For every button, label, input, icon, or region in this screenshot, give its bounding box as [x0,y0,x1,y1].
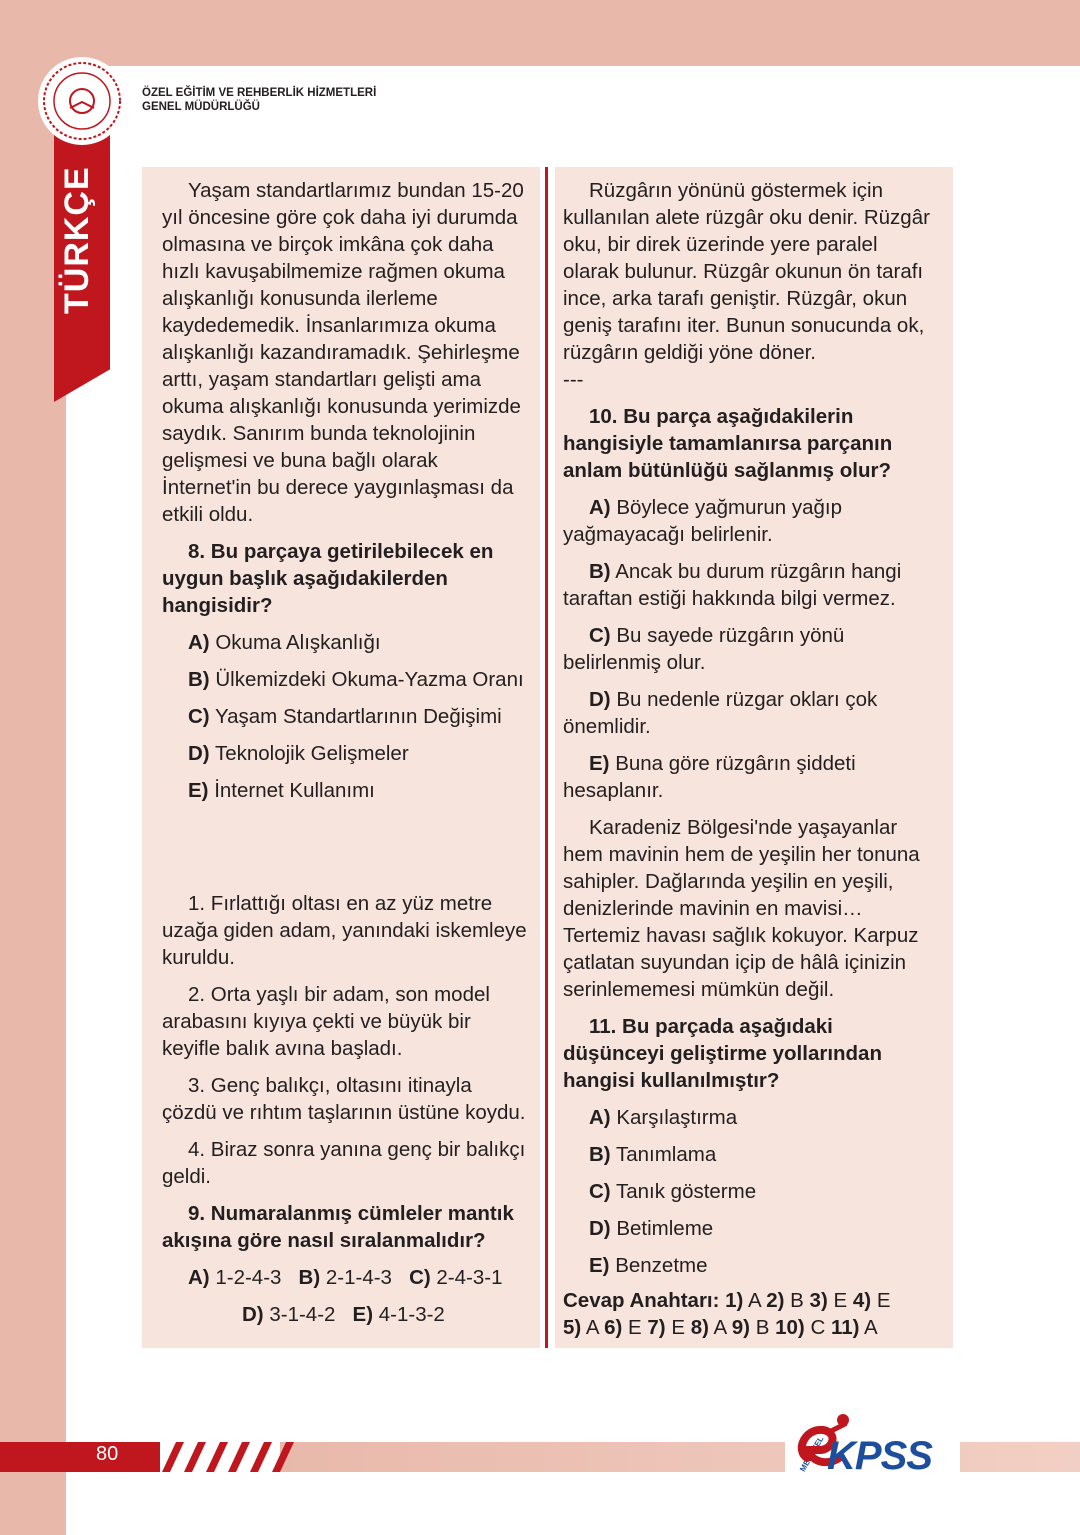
question-10: 10. Bu parça aşağıdakilerin hangisiyle tamamlanırsa parçanın anlam bütünlüğü sağlanmış olur? [563,405,893,482]
q9-options-row1: A) 1-2-4-3 B) 2-1-4-3 C) 2-4-3-1 [188,1266,503,1289]
q8-option-c: C) Yaşam Standartlarının Değişimi [188,705,502,728]
q11-option-e: E) Benzetme [589,1254,708,1277]
answer-key: Cevap Anahtarı: 1) A 2) B 3) E 4) E 5) A 6) E 7) E 8) A 9) B 10) C 11) A [563,1289,891,1339]
q10-option-d: D) Bu nedenle rüzgar okları çok önemlidir. [563,688,878,738]
q10-option-c: C) Bu sayede rüzgârın yönü belirlenmiş olur. [563,624,845,674]
question-11: 11. Bu parçada aşağıdaki düşünceyi geliştirme yollarından hangisi kullanılmıştır? [563,1015,882,1092]
question-9: 9. Numaralanmış cümleler mantık akışına göre nasıl sıralanmalıdır? [162,1202,514,1252]
right-column [555,167,953,1348]
org-line-2: GENEL MÜDÜRLÜĞÜ [142,101,260,113]
answer-key-label: Cevap Anahtarı: [563,1289,720,1312]
q8-option-e: E) İnternet Kullanımı [188,779,375,802]
q10-option-a: A) Böylece yağmurun yağıp yağmayacağı belirlenir. [563,496,842,546]
svg-text:MEBÖZEL: MEBÖZEL [798,1434,826,1474]
q10-option-e: E) Buna göre rüzgârın şiddeti hesaplanır. [563,752,856,802]
q8-option-a: A) Okuma Alışkanlığı [188,631,381,654]
header-org [142,86,376,114]
sentence-3: 3. Genç balıkçı, oltasını itinayla çözdü ve rıhtım taşlarının üstüne koydu. [162,1074,526,1124]
ekpss-brand-text: KPSS [827,1434,932,1478]
q10-option-b: B) Ancak bu durum rüzgârın hangi taraftan estiği hakkında bilgi vermez. [563,560,902,610]
q11-option-c: C) Tanık gösterme [589,1180,757,1203]
q8-option-d: D) Teknolojik Gelişmeler [188,742,409,765]
q8-options [162,629,530,804]
subject-label: TÜRKÇE [58,166,96,314]
q9-options-row2: D) 3-1-4-2 E) 4-1-3-2 [242,1303,445,1326]
footer-red-bar [0,1442,160,1472]
passage-8: Yaşam standartlarımız bundan 15-20 yıl öncesine göre çok daha iyi durumda olmasına ve birçok imkâna çok daha hızlı kavuşabilmemize rağmen okuma alışkanlığı konusunda ilerleme kaydedemedik. İnsanlarımıza okuma alışkanlığı kazandıramadık. Şehirleşme arttı, yaşam standartları gelişti ama okuma alışkanlığı konusunda yerimizde saydık. Sanırım bunda teknolojinin gelişmesi ve buna bağlı olarak İnternet'in bu derece yaygınlaşması da etkili oldu. [162,179,524,526]
q11-option-b: B) Tanımlama [589,1143,717,1166]
column-divider [545,167,548,1348]
passage-11: Karadeniz Bölgesi'nde yaşayanlar hem mavinin hem de yeşilin her tonuna sahipler. Dağlarında yeşilin en yeşili, denizlerinde mavinin en mavisi… Tertemiz havası sağlık kokuyor. Karpuz çatlatan suyundan içip de hâlâ içinizin serinlememesi mümkün değil. [563,816,920,1001]
footer-band [280,1442,1080,1472]
sentence-1: 1. Fırlattığı oltası en az yüz metre uzağa giden adam, yanındaki iskemleye kuruldu. [162,892,527,969]
page-number: 80 [96,1443,119,1465]
footer-stripes [150,1442,310,1472]
ministry-logo-icon [37,56,127,146]
passage-10: Rüzgârın yönünü göstermek için kullanılan alete rüzgâr oku denir. Rüzgâr oku, bir direk üzerinde yere paralel olarak bulunur. Rüzgâr okunun ön tarafı ince, arka tarafı geniştir. Rüzgâr, okun geniş tarafını iter. Bunun sonucunda ok, rüzgârın geldiği yöne döner. [563,179,930,364]
q11-option-d: D) Betimleme [589,1217,714,1240]
question-8: 8. Bu parçaya getirilebilecek en uygun başlık aşağıdakilerden hangisidir? [162,540,494,617]
top-band [0,0,1080,66]
blank-marker: --- [563,368,584,391]
left-column [142,167,540,1348]
q11-option-a: A) Karşılaştırma [589,1106,738,1129]
sentence-4: 4. Biraz sonra yanına genç bir balıkçı geldi. [162,1138,526,1188]
org-line-1: ÖZEL EĞİTİM VE REHBERLİK HİZMETLERİ [142,87,377,99]
sentence-2: 2. Orta yaşlı bir adam, son model arabasını kıyıya çekti ve büyük bir keyifle balık avına başladı. [162,983,490,1060]
q8-option-b: B) Ülkemizdeki Okuma-Yazma Oranı [188,668,524,691]
